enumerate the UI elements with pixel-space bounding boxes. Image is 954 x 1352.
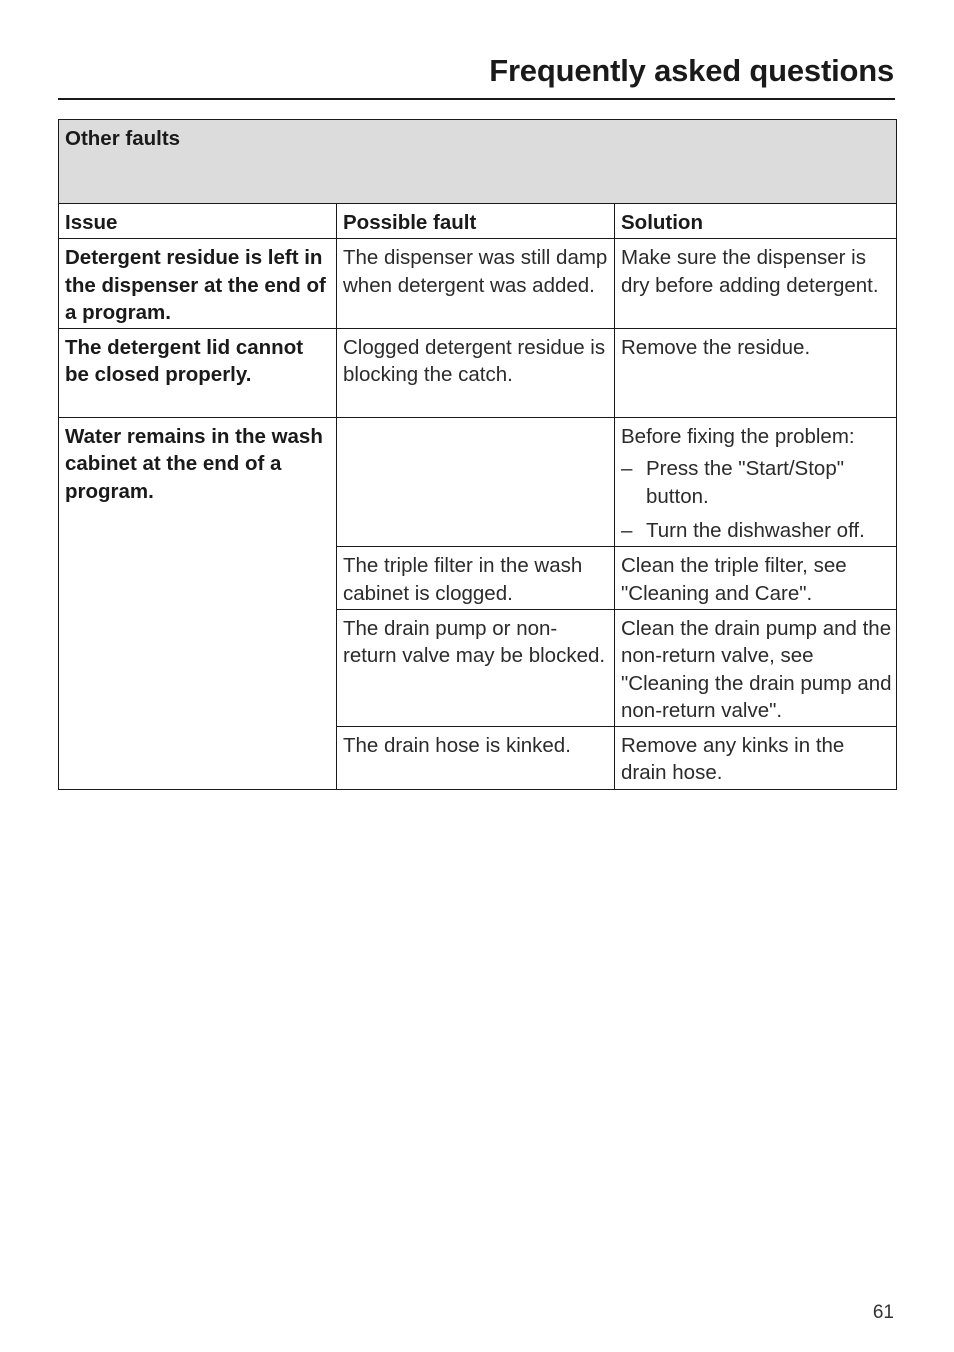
solution-intro: Before fixing the problem: bbox=[621, 425, 855, 449]
section-title: Other faults bbox=[59, 120, 897, 204]
list-item-text: Press the "Start/Stop" button. bbox=[646, 457, 845, 508]
solution-cell: Make sure the dispenser is dry before adding detergent. bbox=[615, 239, 897, 329]
solution-cell: Remove any kinks in the drain hose. bbox=[615, 727, 897, 790]
fault-cell: The drain pump or non-return valve may be blocked. bbox=[337, 609, 615, 726]
page-number: 61 bbox=[872, 1302, 894, 1323]
page-title: Frequently asked questions bbox=[489, 53, 894, 88]
list-item bbox=[621, 517, 892, 544]
solution-cell bbox=[615, 418, 897, 547]
fault-cell: The dispenser was still damp when detergent was added. bbox=[337, 239, 615, 329]
list-item bbox=[621, 455, 892, 510]
issue-cell: Water remains in the wash cabinet at the end of a program. bbox=[59, 418, 337, 790]
column-header-row bbox=[59, 204, 897, 239]
fault-cell-empty bbox=[337, 418, 615, 547]
list-item-text: Turn the dishwasher off. bbox=[646, 519, 865, 543]
column-header-solution: Solution bbox=[615, 204, 897, 239]
solution-cell: Remove the residue. bbox=[615, 329, 897, 418]
fault-cell: Clogged detergent residue is blocking the catch. bbox=[337, 329, 615, 418]
table-row bbox=[59, 418, 897, 547]
faq-table bbox=[58, 119, 897, 790]
fault-cell: The drain hose is kinked. bbox=[337, 727, 615, 790]
issue-cell: Detergent residue is left in the dispenser at the end of a program. bbox=[59, 239, 337, 329]
section-header-row bbox=[59, 120, 897, 204]
column-header-issue: Issue bbox=[59, 204, 337, 239]
solution-cell: Clean the drain pump and the non-return valve, see "Cleaning the drain pump and non-return valve". bbox=[615, 609, 897, 726]
title-divider bbox=[58, 98, 895, 100]
fault-cell: The triple filter in the wash cabinet is clogged. bbox=[337, 547, 615, 610]
steps-list bbox=[621, 455, 892, 544]
table-row bbox=[59, 239, 897, 329]
issue-cell: The detergent lid cannot be closed properly. bbox=[59, 329, 337, 418]
table-row bbox=[59, 329, 897, 418]
dash-bullet: – bbox=[621, 457, 633, 481]
column-header-fault: Possible fault bbox=[337, 204, 615, 239]
dash-bullet: – bbox=[621, 519, 633, 543]
solution-cell: Clean the triple filter, see "Cleaning and Care". bbox=[615, 547, 897, 610]
